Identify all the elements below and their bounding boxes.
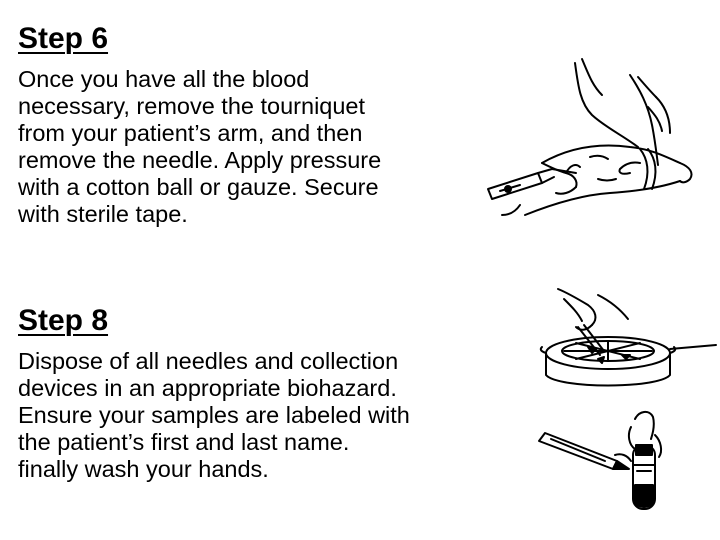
step-8-line: Ensure your samples are labeled with bbox=[18, 402, 410, 428]
step-6-heading: Step 6 bbox=[18, 22, 109, 55]
step-8-line: devices in an appropriate biohazard. bbox=[18, 375, 397, 401]
sharps-container-illustration bbox=[538, 285, 718, 397]
step-8-line: finally wash your hands. bbox=[18, 456, 269, 482]
step-8-line: the patient’s first and last name. bbox=[18, 429, 350, 455]
step-6-line: with sterile tape. bbox=[18, 201, 188, 227]
tube-labeling-illustration bbox=[535, 405, 685, 523]
step-6-instructions bbox=[18, 66, 381, 228]
step-6-line: Once you have all the blood bbox=[18, 66, 310, 92]
step-6-line: necessary, remove the tourniquet bbox=[18, 93, 366, 119]
step-6-line: from your patient’s arm, and then bbox=[18, 120, 363, 146]
step-8-instructions bbox=[18, 348, 410, 483]
arm-needle-removal-illustration bbox=[480, 55, 705, 240]
step-8-heading: Step 8 bbox=[18, 304, 109, 337]
step-6-line: with a cotton ball or gauze. Secure bbox=[18, 174, 379, 200]
step-6-line: remove the needle. Apply pressure bbox=[18, 147, 382, 173]
step-8-line: Dispose of all needles and collection bbox=[18, 348, 399, 374]
